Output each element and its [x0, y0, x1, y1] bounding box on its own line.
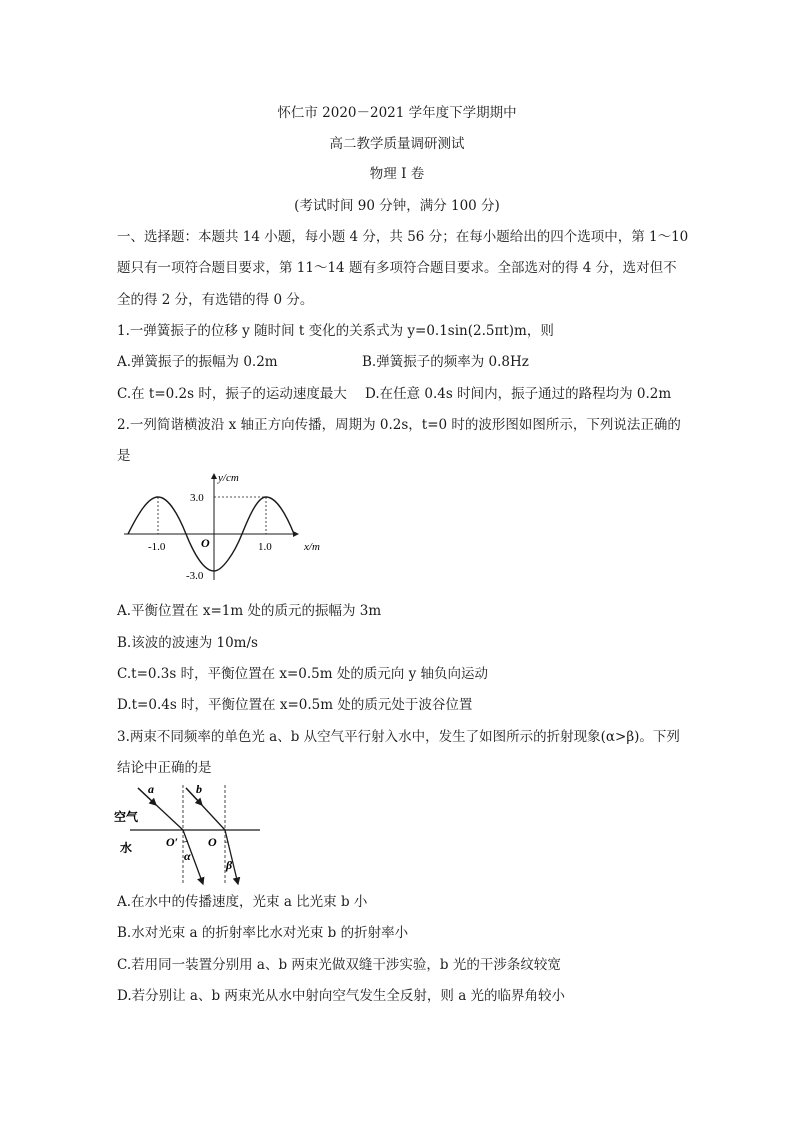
- exam-title: 怀仁市 2020－2021 学年度下学期期中: [277, 105, 517, 121]
- ray-a-label: a: [148, 782, 154, 796]
- x-neg-label: -1.0: [148, 541, 166, 553]
- q3-option-c: C.若用同一装置分别用 a、b 两束光做双缝干涉实验，b 光的干涉条纹较宽: [117, 957, 561, 973]
- q1-option-a: A.弹簧振子的振幅为 0.2m: [117, 354, 278, 370]
- q3-option-b: B.水对光束 a 的折射率比水对光束 b 的折射率小: [117, 925, 409, 941]
- ray-b-label: b: [196, 782, 202, 796]
- q2-stem-line-2: 是: [117, 448, 131, 464]
- q1-option-b: B.弹簧振子的频率为 0.8Hz: [362, 354, 529, 370]
- x-axis-label: x/m: [304, 541, 320, 553]
- alpha-label: α: [184, 849, 191, 863]
- q2-option-b: B.该波的波速为 10m/s: [117, 635, 258, 651]
- y-max-label: 3.0: [190, 492, 204, 504]
- q2-option-a: A.平衡位置在 x=1m 处的质元的振幅为 3m: [117, 603, 382, 619]
- x-pos-label: 1.0: [258, 541, 272, 553]
- wave-figure: [118, 468, 338, 588]
- paper-name: 物理 I 卷: [369, 166, 425, 182]
- refracted-ray-b: [225, 830, 238, 884]
- air-label: 空气: [114, 810, 139, 824]
- y-min-label: -3.0: [186, 570, 204, 582]
- o-label: O: [208, 835, 217, 849]
- q3-option-d: D.若分别让 a、b 两束光从水中射向空气发生全反射，则 a 光的临界角较小: [117, 988, 566, 1004]
- q1-option-d: D.在任意 0.4s 时间内，振子通过的路程均为 0.2m: [365, 386, 672, 402]
- beta-label: β: [226, 858, 233, 872]
- instructions-line-3: 全的得 2 分，有选错的得 0 分。: [117, 292, 314, 308]
- origin-label: O: [201, 536, 210, 550]
- instructions-line-1: 一、选择题：本题共 14 小题，每小题 4 分，共 56 分；在每小题给出的四个选项中，第 1～10: [117, 229, 689, 245]
- q3-stem-line-1: 3.两束不同频率的单色光 a、b 从空气平行射入水中，发生了如图所示的折射现象(α>β)。下列: [117, 729, 680, 745]
- water-label: 水: [120, 841, 133, 855]
- q2-option-d: D.t=0.4s 时，平衡位置在 x=0.5m 处的质元处于波谷位置: [117, 697, 473, 713]
- o-prime-label: O′: [166, 835, 179, 849]
- q3-stem-line-2: 结论中正确的是: [117, 760, 212, 776]
- y-axis-label: y/cm: [218, 472, 239, 484]
- instructions-line-2: 题只有一项符合题目要求，第 11～14 题有多项符合题目要求。全部选对的得 4 分，选对但不: [117, 260, 677, 276]
- q3-option-a: A.在水中的传播速度，光束 a 比光束 b 小: [117, 894, 368, 910]
- q2-stem-line-1: 2.一列简谐横波沿 x 轴正方向传播，周期为 0.2s，t=0 时的波形图如图所示，下列说法正确的: [117, 417, 681, 433]
- q1-option-c: C.在 t=0.2s 时，振子的运动速度最大: [117, 386, 347, 402]
- exam-subtitle: 高二教学质量调研测试: [329, 136, 465, 152]
- q1-stem: 1.一弹簧振子的位移 y 随时间 t 变化的关系式为 y=0.1sin(2.5πt)m，则: [117, 323, 554, 339]
- refraction-figure: [110, 780, 280, 890]
- q2-option-c: C.t=0.3s 时，平衡位置在 x=0.5m 处的质元向 y 轴负向运动: [117, 666, 489, 682]
- exam-info: (考试时间 90 分钟，满分 100 分): [294, 198, 500, 214]
